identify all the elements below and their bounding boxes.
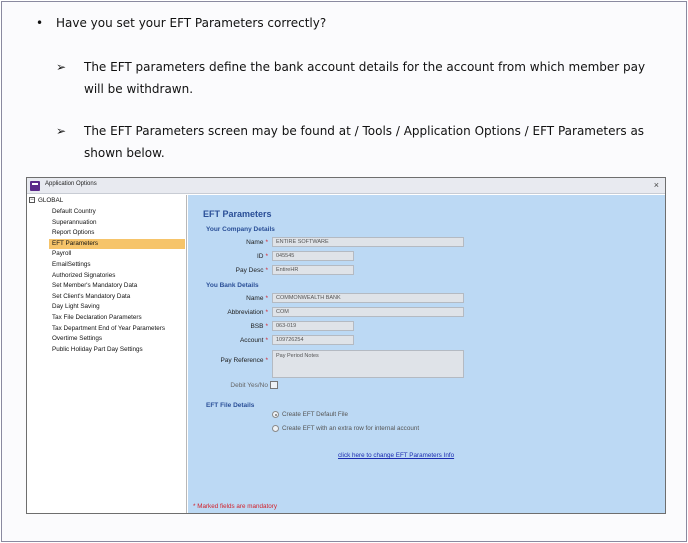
pay-reference-label-text: Pay Reference bbox=[220, 357, 264, 364]
abbreviation-label-text: Abbreviation bbox=[227, 309, 264, 316]
arrow-text-2: The EFT Parameters screen may be found at / Tools / Application Options / EFT Parameters as shown below. bbox=[84, 124, 645, 160]
window-title: Application Options bbox=[45, 181, 97, 187]
tree-root-global[interactable] bbox=[29, 197, 63, 204]
bank-name-field[interactable]: COMMONWEALTH BANK bbox=[272, 293, 464, 303]
bsb-field[interactable]: 063-019 bbox=[272, 321, 354, 331]
pay-desc-label-text: Pay Desc bbox=[235, 267, 264, 274]
tree-item-overtime-settings[interactable]: Overtime Settings bbox=[52, 335, 103, 343]
company-name-field[interactable]: ENTIRE SOFTWARE bbox=[272, 237, 464, 247]
company-id-field[interactable]: 045545 bbox=[272, 251, 354, 261]
tree-item-public-holiday-part-day[interactable]: Public Holiday Part Day Settings bbox=[52, 345, 143, 353]
tree-item-day-light-saving[interactable]: Day Light Saving bbox=[52, 303, 100, 311]
radio-unselected-icon[interactable] bbox=[272, 425, 279, 432]
company-id-label-text: ID bbox=[256, 253, 264, 260]
app-logo-icon bbox=[30, 181, 40, 191]
debit-checkbox[interactable] bbox=[270, 381, 278, 389]
bullet-text: Have you set your EFT Parameters correctly? bbox=[56, 16, 327, 30]
debit-label: Debit Yes/No bbox=[230, 382, 268, 389]
tree-item-superannuation[interactable]: Superannuation bbox=[52, 218, 97, 226]
required-marker: * bbox=[265, 357, 268, 364]
bank-name-label bbox=[188, 295, 268, 302]
mandatory-note: * Marked fields are mandatory bbox=[193, 503, 277, 510]
radio-default-file-label: Create EFT Default File bbox=[282, 411, 349, 419]
pay-reference-field[interactable]: Pay Period Notes bbox=[272, 350, 464, 378]
required-marker: * bbox=[265, 239, 268, 246]
company-id-label bbox=[188, 253, 268, 260]
tree-item-eft-parameters[interactable]: EFT Parameters bbox=[49, 239, 185, 249]
required-marker: * bbox=[265, 323, 268, 330]
tree-item-authorized-signatories[interactable]: Authorized Signatories bbox=[52, 271, 116, 279]
bsb-label bbox=[188, 323, 268, 330]
eft-parameters-pane bbox=[188, 195, 665, 513]
radio-default-file[interactable] bbox=[272, 411, 348, 419]
file-section-heading: EFT File Details bbox=[206, 402, 255, 409]
account-label bbox=[188, 337, 268, 344]
pay-desc-field[interactable]: EntireHR bbox=[272, 265, 354, 275]
tree-item-client-mandatory-data[interactable]: Set Client's Mandatory Data bbox=[52, 292, 131, 300]
application-options-window bbox=[26, 177, 666, 514]
account-field[interactable]: 109726254 bbox=[272, 335, 354, 345]
radio-selected-icon[interactable] bbox=[272, 411, 279, 418]
required-marker: * bbox=[265, 253, 268, 260]
company-name-label-text: Name bbox=[246, 239, 264, 246]
arrow-icon: ➢ bbox=[56, 60, 67, 74]
window-titlebar bbox=[27, 178, 665, 194]
bank-name-label-text: Name bbox=[246, 295, 264, 302]
abbreviation-field[interactable]: COM bbox=[272, 307, 464, 317]
arrow-icon: ➢ bbox=[56, 124, 67, 138]
tree-item-default-country[interactable]: Default Country bbox=[52, 208, 96, 215]
arrow-text-1: The EFT parameters define the bank account details for the account from which member pay will be withdrawn. bbox=[84, 60, 646, 96]
change-eft-info-link[interactable]: click here to change EFT Parameters Info bbox=[338, 452, 455, 459]
document-frame bbox=[1, 1, 687, 542]
collapse-icon[interactable]: − bbox=[30, 197, 34, 204]
required-marker: * bbox=[265, 267, 268, 274]
radio-extra-row-label: Create EFT with an extra row for internal account bbox=[282, 425, 420, 433]
tree-item-member-mandatory-data[interactable]: Set Member's Mandatory Data bbox=[52, 282, 138, 290]
pay-desc-label bbox=[188, 267, 268, 274]
tree-item-payroll[interactable]: Payroll bbox=[52, 250, 72, 258]
company-name-label bbox=[188, 239, 268, 246]
tree-item-report-options[interactable]: Report Options bbox=[52, 229, 95, 237]
abbreviation-label bbox=[188, 309, 268, 316]
company-section-heading: Your Company Details bbox=[206, 226, 275, 233]
bsb-label-text: BSB bbox=[250, 323, 264, 330]
required-marker: * bbox=[265, 295, 268, 302]
close-icon[interactable]: × bbox=[653, 180, 659, 190]
bank-section-heading: You Bank Details bbox=[206, 282, 259, 289]
account-label-text: Account bbox=[239, 337, 264, 344]
tree-item-tax-file-declaration[interactable]: Tax File Declaration Parameters bbox=[52, 314, 142, 321]
tree-item-email-settings[interactable]: EmailSettings bbox=[52, 261, 91, 268]
pay-reference-label bbox=[188, 357, 268, 364]
required-marker: * bbox=[265, 309, 268, 316]
options-tree bbox=[27, 195, 187, 513]
tree-root-label: GLOBAL bbox=[38, 197, 64, 204]
tree-item-tax-department-eoy[interactable]: Tax Department End of Year Parameters bbox=[52, 324, 166, 332]
bullet-symbol: • bbox=[36, 16, 44, 30]
radio-extra-row-file[interactable] bbox=[272, 425, 419, 433]
pane-title: EFT Parameters bbox=[203, 209, 272, 219]
required-marker: * bbox=[265, 337, 268, 344]
